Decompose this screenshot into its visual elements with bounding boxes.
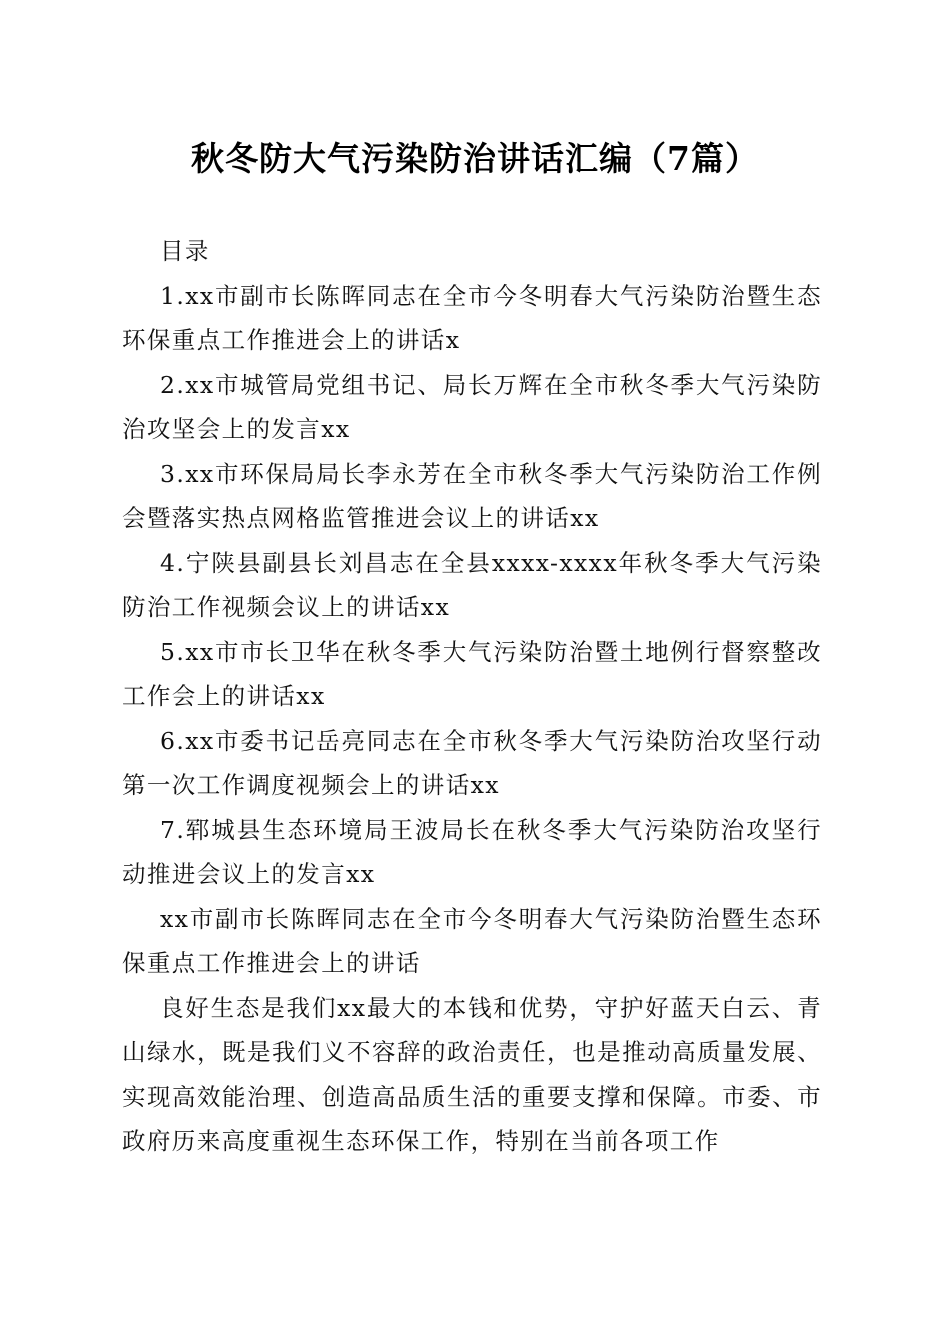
toc-item: 5.xx市市长卫华在秋冬季大气污染防治暨土地例行督察整改工作会上的讲话xx xyxy=(122,637,822,710)
toc-item: 4.宁陕县副县长刘昌志在全县xxxx-xxxx年秋冬季大气污染防治工作视频会议上的讲话xx xyxy=(122,548,822,621)
toc-heading: 目录 xyxy=(160,237,210,265)
document-title: 秋冬防大气污染防治讲话汇编（7篇） xyxy=(191,139,759,178)
toc-item: 3.xx市环保局局长李永芳在全市秋冬季大气污染防治工作例会暨落实热点网格监管推进会议上的讲话xx xyxy=(122,459,822,532)
section-heading: xx市副市长陈晖同志在全市今冬明春大气污染防治暨生态环保重点工作推进会上的讲话 xyxy=(122,904,822,977)
document-body xyxy=(122,229,822,1164)
toc-item: 7.郓城县生态环境局王波局长在秋冬季大气污染防治攻坚行动推进会议上的发言xx xyxy=(122,815,822,888)
toc-item: 2.xx市城管局党组书记、局长万辉在全市秋冬季大气污染防治攻坚会上的发言xx xyxy=(122,370,822,443)
toc-item: 1.xx市副市长陈晖同志在全市今冬明春大气污染防治暨生态环保重点工作推进会上的讲话x xyxy=(122,281,822,354)
body-paragraph: 良好生态是我们xx最大的本钱和优势，守护好蓝天白云、青山绿水，既是我们义不容辞的政治责任，也是推动高质量发展、实现高效能治理、创造高品质生活的重要支撑和保障。市委、市政府历来高度重视生态环保工作，特别在当前各项工作 xyxy=(122,993,822,1155)
toc-item: 6.xx市委书记岳亮同志在全市秋冬季大气污染防治攻坚行动第一次工作调度视频会上的讲话xx xyxy=(122,726,822,799)
